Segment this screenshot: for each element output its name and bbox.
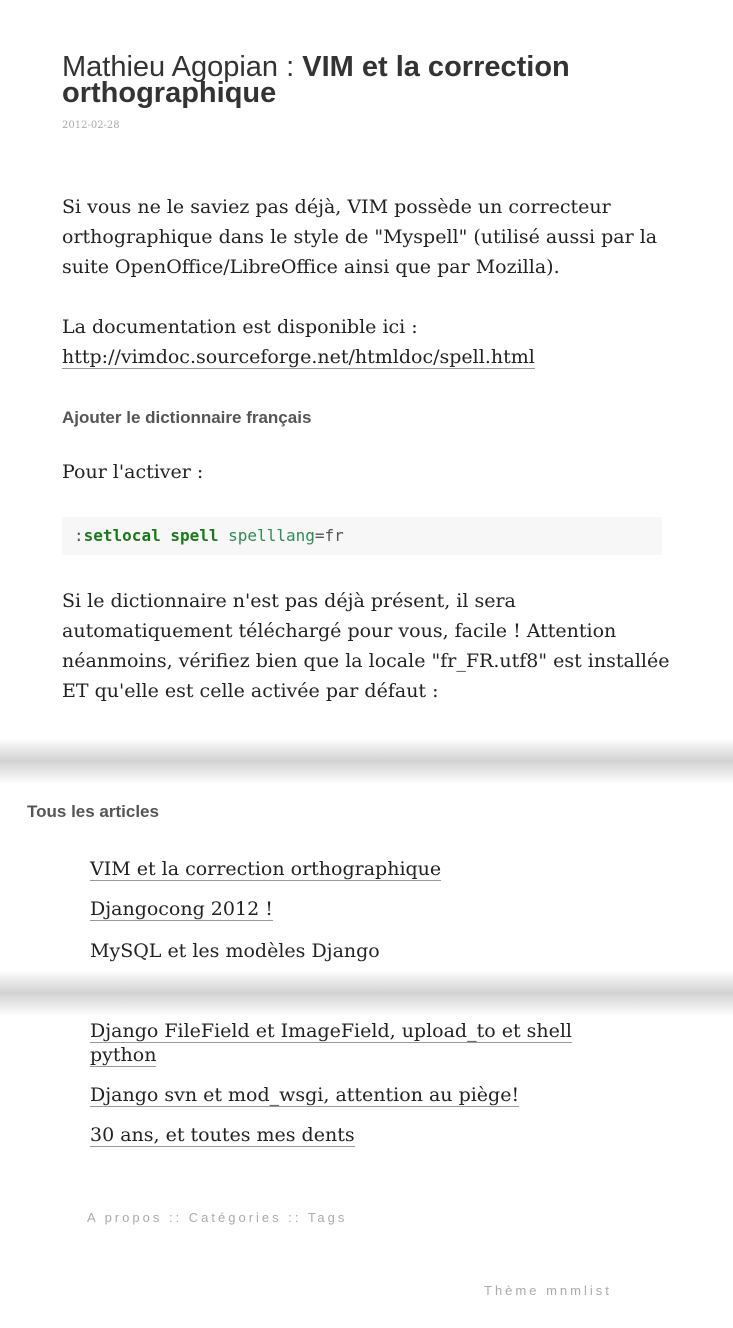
page-title xyxy=(62,51,682,109)
footer-separator: :: xyxy=(281,1210,308,1225)
article-date: 2012-02-28 xyxy=(62,120,120,131)
documentation-text: La documentation est disponible ici : xyxy=(62,316,418,338)
article-label: MySQL et les modèles Django xyxy=(90,940,380,962)
documentation-paragraph xyxy=(62,312,672,372)
footer-about-link[interactable]: A propos xyxy=(87,1210,163,1225)
article-title: VIM et la correction orthographique xyxy=(62,51,570,109)
article-link[interactable]: Django FileField et ImageField, upload_to et shell python xyxy=(90,1020,573,1066)
sidebar-title: Tous les articles xyxy=(27,802,159,821)
intro-paragraph: Si vous ne le saviez pas déjà, VIM possède un correcteur orthographique dans le style de "Myspell" (utilisé aussi par la suite OpenOffice/LibreOffice ainsi que par Mozilla). xyxy=(62,196,658,278)
footer-nav xyxy=(87,1210,347,1225)
section-divider xyxy=(0,738,733,784)
article-list-item[interactable] xyxy=(90,857,610,881)
article-list-item[interactable] xyxy=(90,1123,610,1147)
footer-categories-link[interactable]: Catégories xyxy=(188,1210,282,1225)
article-list-item[interactable] xyxy=(90,1083,610,1107)
article-list-item xyxy=(90,939,610,963)
documentation-link[interactable]: http://vimdoc.sourceforge.net/htmldoc/spell.html xyxy=(62,346,535,368)
article-link[interactable]: VIM et la correction orthographique xyxy=(90,858,442,880)
article-list-item[interactable] xyxy=(90,897,610,921)
article-link[interactable]: Djangocong 2012 ! xyxy=(90,898,273,920)
article-link[interactable]: 30 ans, et toutes mes dents xyxy=(90,1124,355,1146)
dictionary-paragraph: Si le dictionnaire n'est pas déjà présent, il sera automatiquement téléchargé pour vous, facile ! Attention néanmoins, vérifiez bien que la locale "fr_FR.utf8" est installée ET qu'elle est celle activée par défaut : xyxy=(62,590,670,702)
author-name: Mathieu Agopian : xyxy=(62,51,303,83)
code-block: :setlocal spell spelllang=fr xyxy=(62,517,662,555)
footer-separator: :: xyxy=(162,1210,189,1225)
article-link[interactable]: Django svn et mod_wsgi, attention au piège! xyxy=(90,1084,520,1106)
article-list-item[interactable] xyxy=(90,1019,610,1067)
theme-credit[interactable]: Thème mnmlist xyxy=(484,1283,612,1298)
activate-paragraph: Pour l'activer : xyxy=(62,461,204,483)
footer-tags-link[interactable]: Tags xyxy=(307,1210,348,1225)
section-divider xyxy=(0,970,733,1016)
section-heading: Ajouter le dictionnaire français xyxy=(62,408,312,427)
